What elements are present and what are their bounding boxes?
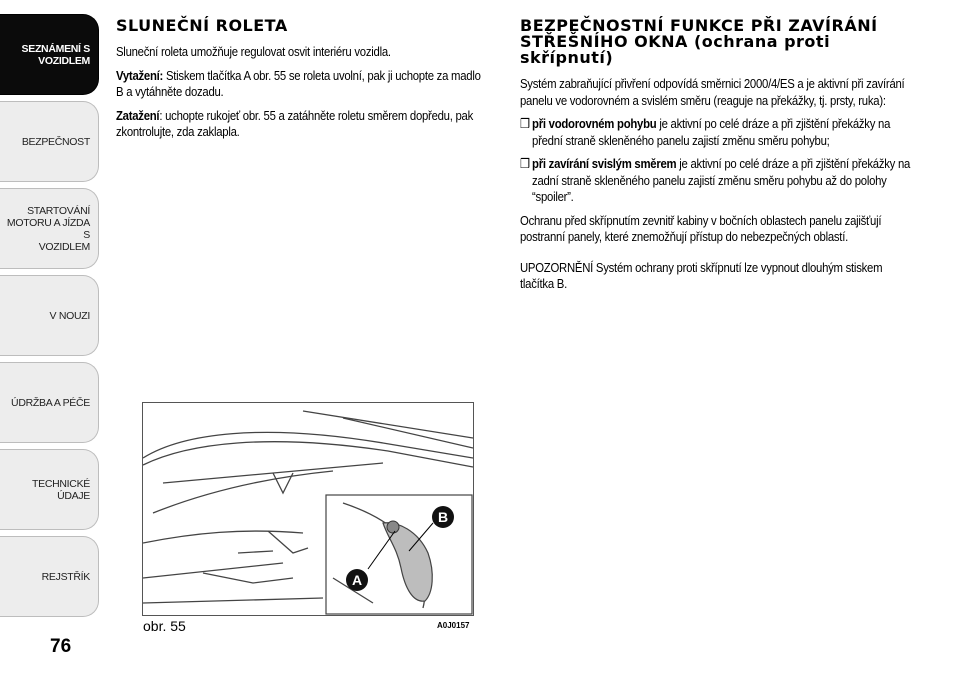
- tab-maintenance[interactable]: ÚDRŽBA A PÉČE: [0, 362, 99, 443]
- tab-emergency[interactable]: V NOUZI: [0, 275, 99, 356]
- label-b: B: [437, 509, 449, 525]
- pull-text: Stiskem tlačítka A obr. 55 se roleta uvolní, pak ji uchopte za madlo B a vytáhněte dozadu.: [116, 67, 481, 99]
- anti-pinch-section: [520, 18, 915, 300]
- warning-paragraph: UPOZORNĚNÍ Systém ochrany proti skřípnutí lze vypnout dlouhým stiskem tlačítka B.: [520, 259, 883, 291]
- pull-paragraph: [116, 68, 490, 101]
- pull-label: Vytažení:: [116, 67, 164, 83]
- sunshade-heading: SLUNEČNÍ ROLETA: [116, 16, 288, 35]
- retract-label: Zatažení: [116, 107, 160, 123]
- tab-introduction[interactable]: SEZNÁMENÍ S VOZIDLEM: [0, 14, 99, 95]
- tab-technical-data[interactable]: TECHNICKÉ ÚDAJE: [0, 449, 99, 530]
- bullet-box-icon: ❒: [520, 116, 530, 131]
- bullet-box-icon: ❒: [520, 156, 530, 171]
- bullet-horizontal: [520, 116, 914, 149]
- bullet-vertical: [520, 156, 914, 206]
- tab-starting-driving[interactable]: STARTOVÁNÍ MOTORU A JÍZDA S VOZIDLEM: [0, 188, 99, 269]
- label-a: A: [351, 572, 363, 588]
- figure-caption: obr. 55: [143, 618, 186, 634]
- bullet1-label: při vodorovném pohybu: [532, 116, 657, 131]
- bullet1-text: je aktivní po celé dráze a při zjištění překážky na přední straně skleněného panelu zajistí změnu směru pohybu;: [532, 116, 891, 148]
- side-panels-paragraph: Ochranu před skřípnutím zevnitř kabiny v bočních oblastech panelu zajišťují postranní panely, které znemožňují přístup do nebezpečných oblastí.: [520, 212, 882, 244]
- anti-pinch-intro: Systém zabraňující přivření odpovídá směrnici 2000/4/ES a je aktivní při zavírání panelu ve vodorovném a svislém směru (reaguje na překážky, tj. prsty, ruka):: [520, 76, 905, 108]
- retract-text: : uchopte rukojeť obr. 55 a zatáhněte roletu směrem dopředu, pak zkontrolujte, zda zaklapla.: [116, 107, 474, 139]
- figure-code: A0J0157: [437, 621, 470, 630]
- tab-safety[interactable]: BEZPEČNOST: [0, 101, 99, 182]
- tab-index[interactable]: REJSTŘÍK: [0, 536, 99, 617]
- page-number: 76: [50, 636, 72, 657]
- bullet2-text: je aktivní po celé dráze a při zjištění překážky na zadní straně skleněného panelu zajistí změnu směru pohybu až do polohy “spoiler”.: [532, 156, 911, 204]
- sunshade-section: [116, 18, 491, 148]
- sunshade-intro: Sluneční roleta umožňuje regulovat osvit interiéru vozidla.: [116, 44, 391, 59]
- anti-pinch-heading: BEZPEČNOSTNÍ FUNKCE PŘI ZAVÍRÁNÍ STŘEŠNÍHO OKNA (ochrana proti skřípnutí): [520, 16, 878, 67]
- retract-paragraph: [116, 108, 490, 141]
- figure-55-illustration: [142, 402, 474, 616]
- bullet2-label: při zavírání svislým směrem: [532, 156, 677, 171]
- release-button-a: [387, 521, 399, 533]
- sunroof-sunshade-drawing: [143, 403, 473, 615]
